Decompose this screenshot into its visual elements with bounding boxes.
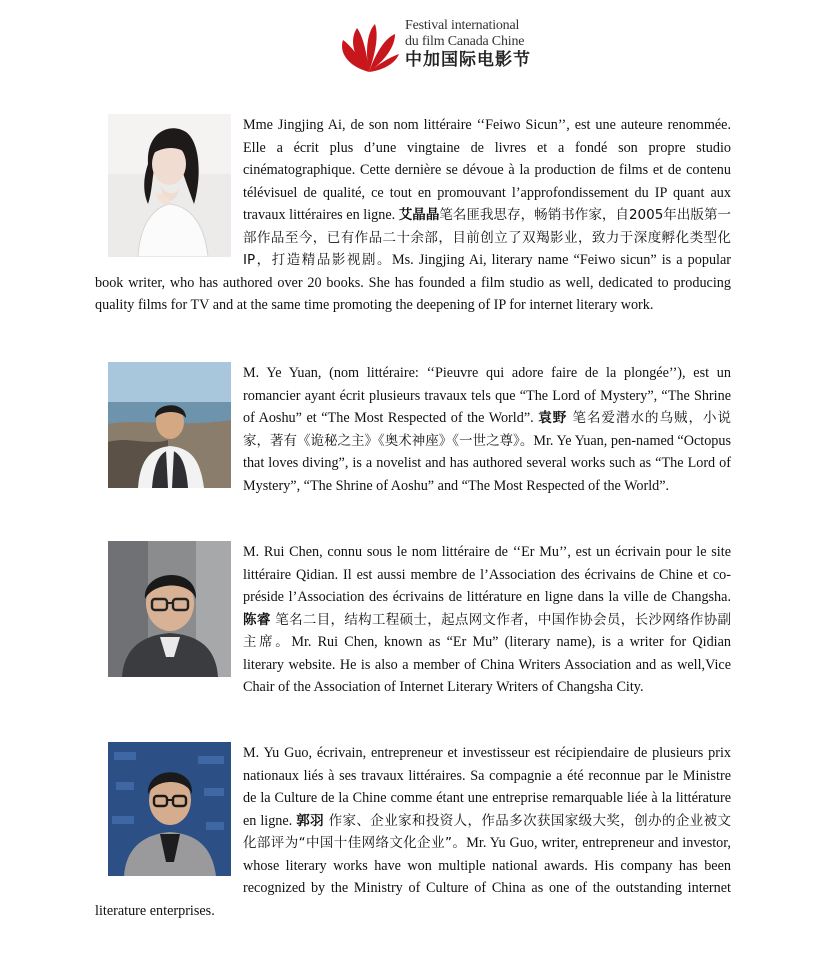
- bio-french: M. Ye Yuan, (nom littéraire: ‘‘Pieuvre qui adore faire de la plongée’’), est un romancier ayant écrit plusieurs travaux tels que “The Lord of Mystery”, “The Shrine of Aoshu” et “The Most Respected of the World”.: [243, 365, 731, 426]
- portrait-woman-icon: [108, 114, 231, 257]
- photo-ye-yuan: [108, 362, 231, 488]
- logo-line-2: du film Canada Chine: [405, 34, 525, 49]
- bio-chinese: 笔名二目，结构工程硕士，起点网文作者，中国作协会员，长沙网络作协副主席。: [243, 611, 731, 650]
- fan-logo-icon: [337, 22, 401, 74]
- bio-chinese: 作家、企业家和投资人，作品多次获国家级大奖，创办的企业被文化部评为“中国十佳网络文化企业”。: [243, 812, 732, 851]
- bio-french: M. Rui Chen, connu sous le nom littéraire de ‘‘Er Mu’’, est un écrivain pour le site littéraire Qidian. Il est aussi membre de l’Association des écrivains de Chine et co-préside l’Association des écrivains de littérature en ligne dans la ville de Changsha.: [243, 544, 731, 605]
- bio-chinese-name: 袁野: [538, 410, 568, 426]
- photo-jingjing-ai: [108, 114, 231, 257]
- bio-chinese-name: 陈睿: [243, 611, 271, 628]
- bio-french: M. Yu Guo, écrivain, entrepreneur et investisseur est récipiendaire de plusieurs prix nationaux liés à ses travaux littéraires. Sa compagnie a été reconnue par le Ministre de la Culture de la Chine comme étant une entreprise remarquable liée à la littérature en ligne.: [243, 745, 731, 829]
- logo-line-1: Festival international: [405, 18, 520, 33]
- bio-english: Mr. Ye Yuan, pen-named “Octopus that loves diving”, is a novelist and has authored several works such as “The Lord of Mystery”, “The Shrine of Aoshu” and “The Most Respected of the World”.: [243, 432, 732, 494]
- festival-logo: [337, 14, 537, 74]
- portrait-man-blue-backdrop-icon: [108, 742, 231, 876]
- portrait-man-glasses-icon: [108, 541, 231, 677]
- logo-chinese-name: 中加国际电影节: [405, 50, 531, 70]
- bio-english: Mr. Yu Guo, writer, entrepreneur and investor, whose literary works have won multiple national awards. His company has been recognized by the Ministry of Culture of China as one of the outstanding internet literature enterprises.: [95, 835, 731, 919]
- portrait-man-seaside-icon: [108, 362, 231, 488]
- photo-rui-chen: [108, 541, 231, 677]
- bio-french: Mme Jingjing Ai, de son nom littéraire ‘‘Feiwo Sicun’’, est une auteure renommée. Elle a écrit plus d’une vingtaine de livres et a fondé son propre studio cinématographique. Cette dernière se dévoue à la production de films et de contenu télévisuel de qualité, ce tout en promouvant l’approfondissement du IP quant aux travaux littéraires en ligne.: [243, 117, 731, 223]
- bio-entry-yu-guo: [95, 742, 731, 922]
- bio-chinese: 笔名匪我思存，畅销书作家，自2005年出版第一部作品至今，已有作品二十余部，目前创立了双羯影业，致力于深度孵化类型化IP，打造精品影视剧。: [243, 207, 732, 268]
- bio-english: Ms. Jingjing Ai, literary name “Feiwo sicun” is a popular book writer, who has authored over 20 books. She has founded a film studio as well, dedicated to producing quality films for TV and at the same time promoting the deepening of IP for internet literary work.: [95, 252, 731, 313]
- bio-english: Mr. Rui Chen, known as “Er Mu” (literary name), is a writer for Qidian literary website. He is also a member of China Writers Association and as well,Vice Chair of the Association of Internet Literary Writers of Changsha City.: [243, 634, 732, 695]
- bio-entry-rui-chen: [95, 541, 731, 699]
- bio-entry-jingjing-ai: [95, 114, 731, 317]
- photo-yu-guo: [108, 742, 231, 876]
- bio-entry-ye-yuan: [95, 362, 731, 497]
- bio-chinese-name: 艾晶晶: [398, 207, 440, 223]
- logo-text: [405, 18, 531, 70]
- bio-chinese-name: 郭羽: [296, 812, 324, 829]
- bio-chinese: 笔名爱潜水的乌贼，小说家，著有《诡秘之主》《奥术神座》《一世之尊》。: [243, 410, 732, 449]
